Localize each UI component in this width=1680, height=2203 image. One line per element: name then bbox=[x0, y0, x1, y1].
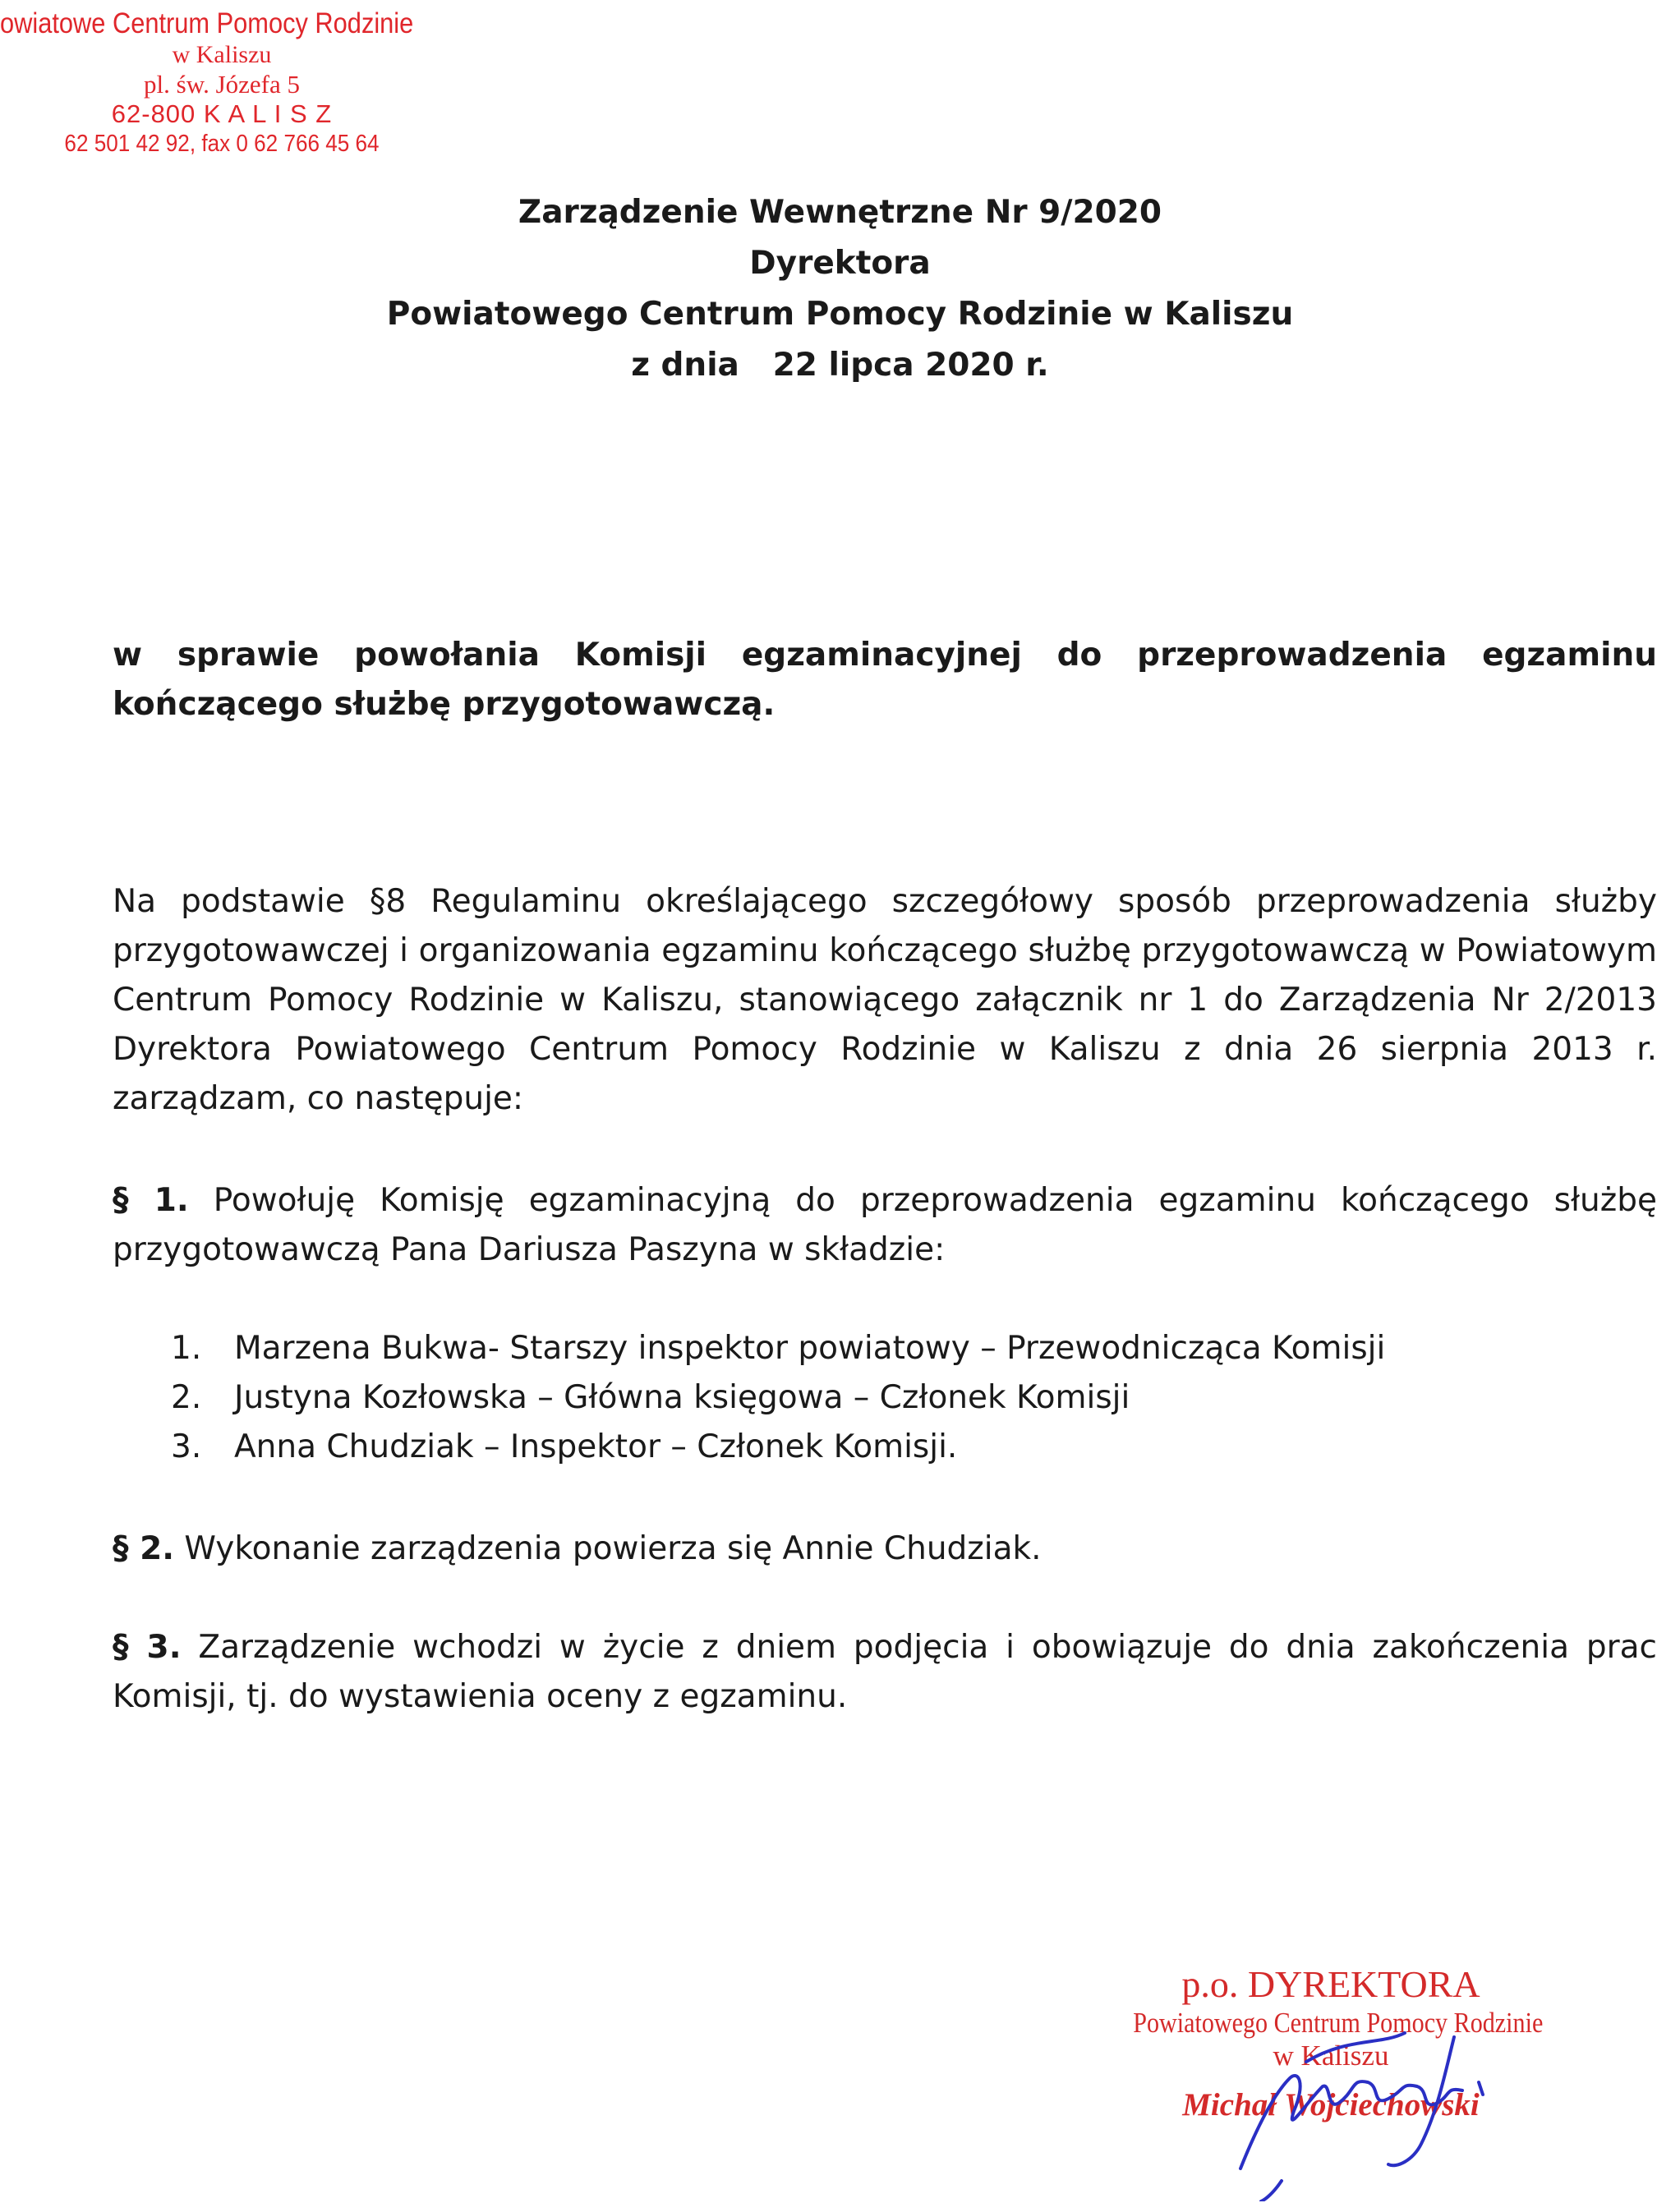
stamp-line: 62-800 K A L I S Z bbox=[111, 99, 333, 129]
stamp-line: pl. św. Józefa 5 bbox=[144, 69, 300, 99]
stamp-line: Michał Wojciechowski bbox=[1182, 2087, 1480, 2123]
section-2 bbox=[113, 1525, 1657, 1574]
list-item bbox=[171, 1324, 1385, 1373]
list-text: Anna Chudziak – Inspektor – Członek Komisji. bbox=[234, 1428, 958, 1465]
title-line: z dnia 22 lipca 2020 r. bbox=[631, 347, 1049, 384]
handwritten-signature bbox=[1183, 2004, 1544, 2201]
stamp-line: w Kaliszu bbox=[172, 41, 272, 69]
stamp-line: p.o. DYREKTORA bbox=[1181, 1963, 1480, 2005]
list-item bbox=[171, 1373, 1385, 1423]
list-text: Justyna Kozłowska – Główna księgowa – Członek Komisji bbox=[234, 1379, 1130, 1416]
section-text: Powołuję Komisję egzaminacyjną do przeprowadzenia egzaminu kończącego służbę przygotowawczą Pana Dariusza Paszyna w składzie: bbox=[113, 1182, 1657, 1268]
subject: w sprawie powołania Komisji egzaminacyjnej do przeprowadzenia egzaminu kończącego służbę przygotowawczą. bbox=[113, 637, 1657, 723]
section-1 bbox=[113, 1176, 1657, 1275]
section-label: § 2. bbox=[113, 1530, 175, 1567]
title-line: Powiatowego Centrum Pomocy Rodzinie w Kaliszu bbox=[386, 296, 1294, 333]
list-number: 2. bbox=[171, 1379, 202, 1416]
stamp-line: w Kaliszu bbox=[1273, 2040, 1389, 2072]
section-label: § 3. bbox=[113, 1629, 182, 1666]
stamp-line: owiatowe Centrum Pomocy Rodzinie bbox=[0, 7, 414, 39]
title-line: Dyrektora bbox=[749, 245, 931, 282]
committee-members-list bbox=[171, 1324, 1385, 1472]
section-label: § 1. bbox=[113, 1182, 189, 1219]
list-number: 1. bbox=[171, 1330, 202, 1367]
section-text: Wykonanie zarządzenia powierza się Annie Chudziak. bbox=[174, 1530, 1042, 1567]
list-text: Marzena Bukwa- Starszy inspektor powiatowy – Przewodnicząca Komisji bbox=[234, 1330, 1386, 1367]
list-number: 3. bbox=[171, 1428, 202, 1465]
section-text: Zarządzenie wchodzi w życie z dniem podjęcia i obowiązuje do dnia zakończenia prac Komisji, tj. do wystawienia oceny z egzaminu. bbox=[113, 1629, 1658, 1715]
legal-basis-paragraph: Na podstawie §8 Regulaminu określającego szczegółowy sposób przeprowadzenia służby przygotowawczej i organizowania egzaminu kończącego służbę przygotowawczą w Powiatowym Centrum Pomocy Rodzinie w Kaliszu, stanowiącego załącznik nr 1 do Zarządzenia Nr 2/2013 Dyrektora Powiatowego Centrum Pomocy Rodzinie w Kaliszu z dnia 26 sierpnia 2013 r. zarządzam, co następuje: bbox=[113, 883, 1657, 1117]
stamp-line: 62 501 42 92, fax 0 62 766 45 64 bbox=[64, 130, 380, 157]
list-item bbox=[171, 1423, 1385, 1472]
document-title bbox=[0, 187, 1680, 391]
stamp-line: Powiatowego Centrum Pomocy Rodzinie bbox=[1133, 2006, 1544, 2039]
institution-stamp bbox=[0, 7, 444, 158]
title-line: Zarządzenie Wewnętrzne Nr 9/2020 bbox=[518, 194, 1162, 231]
section-3 bbox=[113, 1623, 1657, 1722]
